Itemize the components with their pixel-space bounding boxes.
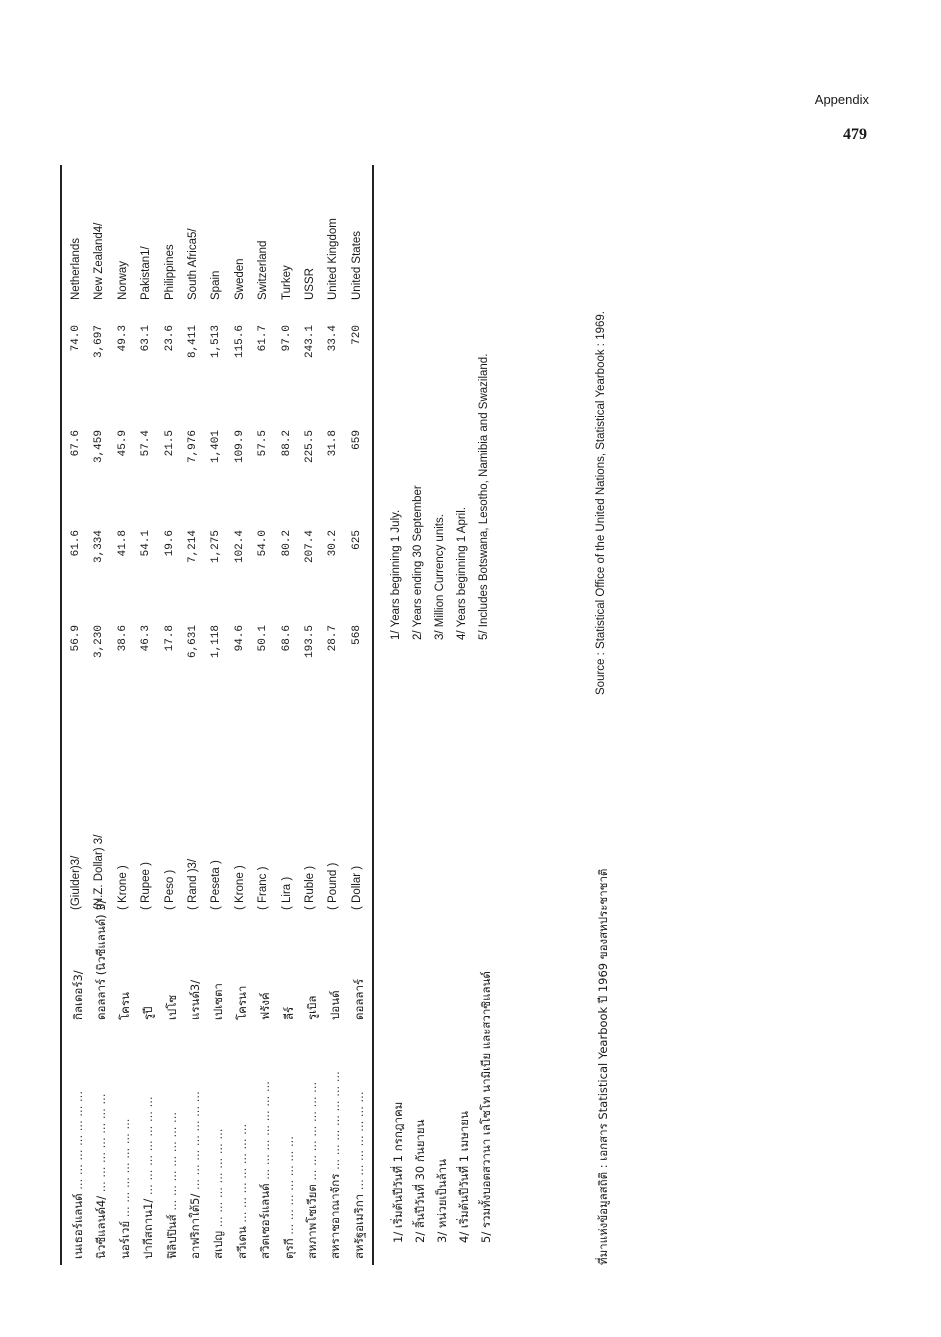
- currency-thai: เปโซ: [164, 994, 179, 1020]
- value-cell: 7,976: [187, 430, 199, 464]
- country-name-english: Pakistan1/: [140, 246, 153, 300]
- country-name-english: South Africa5/: [187, 228, 199, 300]
- currency-thai: ฟรังค์: [258, 992, 273, 1020]
- source-english: Source : Statistical Office of the United Nations, Statistical Yearbook : 1969.: [595, 311, 607, 695]
- value-cell: 3,334: [93, 530, 106, 564]
- value-cell: 61.7: [257, 325, 270, 352]
- currency-english: ( Peseta ): [210, 860, 223, 910]
- value-cell: 102.4: [233, 530, 246, 564]
- value-cell: 63.1: [140, 325, 153, 352]
- value-cell: 45.9: [116, 430, 129, 457]
- footnote-english: 1/ Years beginning 1 July.: [390, 509, 402, 640]
- currency-english: ( Rupee ): [140, 862, 153, 910]
- country-name-english: USSR: [304, 268, 316, 300]
- table-row: [187, 165, 209, 1265]
- currency-english: ( Franc ): [257, 866, 270, 910]
- value-cell: 1,275: [210, 530, 223, 564]
- country-name-thai: อาฟริกาใต้5/ ... .: [187, 1069, 205, 1259]
- country-name-thai: นิวซีแลนด์4/ ... .: [93, 1069, 111, 1259]
- currency-english: ( Peso ): [163, 869, 176, 910]
- table-row: [117, 165, 139, 1265]
- table-row: [234, 165, 256, 1265]
- footnote-english: 5/ Includes Botswana, Lesotho, Namibia and Swaziland.: [478, 353, 490, 640]
- footnote-english: 4/ Years beginning 1 April.: [456, 507, 468, 640]
- value-cell: 94.6: [233, 625, 246, 652]
- value-cell: 6,631: [187, 625, 199, 659]
- table-row: [140, 165, 162, 1265]
- table-row: [210, 165, 232, 1265]
- value-cell: 23.6: [163, 325, 176, 352]
- value-cell: 30.2: [327, 530, 340, 557]
- currency-thai: กิลเดอร์3/: [71, 970, 85, 1020]
- table-row: [281, 165, 303, 1265]
- value-cell: 57.4: [140, 430, 153, 457]
- table-row: [70, 165, 92, 1265]
- footnote-thai: 3/ หน่วยเป็นล้าน: [435, 1159, 449, 1243]
- table-row: [327, 165, 349, 1265]
- value-cell: 54.0: [257, 530, 270, 557]
- table-row: [93, 165, 115, 1265]
- country-name-thai: สเปญ ... .: [210, 1069, 228, 1259]
- footnote-thai: 5/ รวมทั้งบอตสวานา เลโซโท นามิเบีย และสวาซิแลนด์: [479, 971, 493, 1243]
- country-name-english: Turkey: [280, 265, 293, 300]
- value-cell: 88.2: [280, 430, 293, 457]
- value-cell: 1,513: [210, 325, 223, 359]
- currency-thai: ดอลลาร์ (นิวซีแลนด์) 3/: [94, 899, 109, 1020]
- currency-thai: ลีร์: [281, 1006, 296, 1020]
- value-cell: 7,214: [187, 530, 199, 564]
- table-row: [164, 165, 186, 1265]
- value-cell: 19.6: [163, 530, 176, 557]
- table-row: [351, 165, 373, 1265]
- currency-thai: ปอนด์: [328, 990, 343, 1020]
- value-cell: 46.3: [140, 625, 153, 652]
- country-name-thai: ปากีสถาน1/ ... .: [140, 1069, 158, 1259]
- value-cell: 57.5: [257, 430, 270, 457]
- currency-english: ( Ruble ): [304, 865, 316, 910]
- appendix-label: Appendix: [814, 92, 869, 107]
- value-cell: 3,697: [93, 325, 106, 359]
- value-cell: 74.0: [70, 325, 82, 352]
- value-cell: 568: [350, 625, 363, 645]
- value-cell: 41.8: [116, 530, 129, 557]
- country-name-thai: สวิตเซอร์แลนด์ ... .: [257, 1069, 275, 1259]
- value-cell: 80.2: [280, 530, 293, 557]
- value-cell: 109.9: [233, 430, 246, 464]
- country-name-thai: สหราชอาณาจักร ... .: [327, 1069, 345, 1259]
- value-cell: 243.1: [304, 325, 316, 359]
- currency-english: ( Dollar ): [350, 865, 363, 910]
- currency-thai: โครน: [117, 992, 132, 1020]
- country-name-english: Philippines: [163, 244, 176, 300]
- country-name-english: Spain: [210, 270, 223, 300]
- currency-thai: แรนด์3/: [188, 979, 202, 1020]
- currency-english: ( Krone ): [233, 865, 246, 910]
- footnote-thai: 4/ เริ่มต้นปีวันที่ 1 เมษายน: [457, 1111, 471, 1243]
- currency-thai: ดอลลาร์: [351, 978, 366, 1020]
- country-name-english: New Zealand4/: [93, 222, 106, 300]
- currency-english: ( Lira ): [280, 876, 293, 910]
- value-cell: 50.1: [257, 625, 270, 652]
- source-thai: ที่มาแห่งข้อมูลสถิติ : เอกสาร Statistical Yearbook ปี 1969 ของสหประชาชาติ: [596, 868, 610, 1265]
- country-name-thai: สหรัฐอเมริกา ... .: [351, 1069, 369, 1259]
- value-cell: 115.6: [233, 325, 246, 359]
- value-cell: 720: [350, 325, 363, 345]
- table-row: [304, 165, 326, 1265]
- value-cell: 8,411: [187, 325, 199, 359]
- value-cell: 225.5: [304, 430, 316, 464]
- value-cell: 31.8: [327, 430, 340, 457]
- country-name-thai: ตุรกี ... .: [281, 1069, 299, 1259]
- currency-thai: โครนา: [234, 985, 249, 1020]
- value-cell: 68.6: [280, 625, 293, 652]
- currency-thai: เปเซตา: [211, 983, 226, 1020]
- table-row: [257, 165, 279, 1265]
- country-name-english: Netherlands: [70, 237, 82, 300]
- page-number: 479: [843, 126, 867, 143]
- value-cell: 97.0: [280, 325, 293, 352]
- country-name-english: United Kingdom: [327, 218, 340, 300]
- country-name-thai: ฟิลิปปินส์ ... .: [164, 1069, 182, 1259]
- footnote-english: 3/ Million Currency units.: [434, 514, 446, 640]
- currency-english: ( Pound ): [327, 862, 340, 910]
- country-name-english: Sweden: [233, 258, 246, 300]
- country-name-english: Switzerland: [257, 240, 270, 300]
- country-name-english: United States: [350, 230, 363, 300]
- currency-english: ( Krone ): [116, 865, 129, 910]
- value-cell: 28.7: [327, 625, 340, 652]
- country-name-thai: นอร์เวย์ ... .: [117, 1069, 135, 1259]
- country-name-thai: สหภาพโซเวียต ... .: [304, 1069, 322, 1259]
- country-name-english: Norway: [116, 261, 129, 300]
- table-top-rule: [60, 165, 62, 1265]
- value-cell: 3,459: [93, 430, 106, 464]
- currency-thai: รูปี: [141, 1006, 156, 1020]
- value-cell: 659: [350, 430, 363, 450]
- value-cell: 3,230: [93, 625, 106, 659]
- value-cell: 1,118: [210, 625, 223, 659]
- value-cell: 21.5: [163, 430, 176, 457]
- value-cell: 625: [350, 530, 363, 550]
- currency-english: (N.Z. Dollar) 3/: [93, 834, 106, 910]
- value-cell: 49.3: [116, 325, 129, 352]
- currency-english: (Giulder)3/: [70, 855, 82, 910]
- value-cell: 54.1: [140, 530, 153, 557]
- country-name-thai: สวีเดน ... .: [234, 1069, 252, 1259]
- value-cell: 33.4: [327, 325, 340, 352]
- value-cell: 61.6: [70, 530, 82, 557]
- footnote-english: 2/ Years ending 30 September: [412, 485, 424, 640]
- value-cell: 17.8: [163, 625, 176, 652]
- rotated-table-page: [60, 165, 620, 1265]
- country-name-thai: เนเธอร์แลนด์ ... .: [70, 1069, 88, 1259]
- currency-english: ( Rand )3/: [187, 858, 199, 910]
- value-cell: 193.5: [304, 625, 316, 659]
- value-cell: 1,401: [210, 430, 223, 464]
- value-cell: 38.6: [116, 625, 129, 652]
- currency-thai: รูเบิล: [305, 995, 319, 1020]
- value-cell: 207.4: [304, 530, 316, 564]
- value-cell: 56.9: [70, 625, 82, 652]
- footnote-thai: 2/ สิ้นปีวันที่ 30 กันยายน: [413, 1119, 427, 1243]
- footnote-thai: 1/ เริ่มต้นปีวันที่ 1 กรกฎาคม: [391, 1101, 405, 1243]
- value-cell: 67.6: [70, 430, 82, 457]
